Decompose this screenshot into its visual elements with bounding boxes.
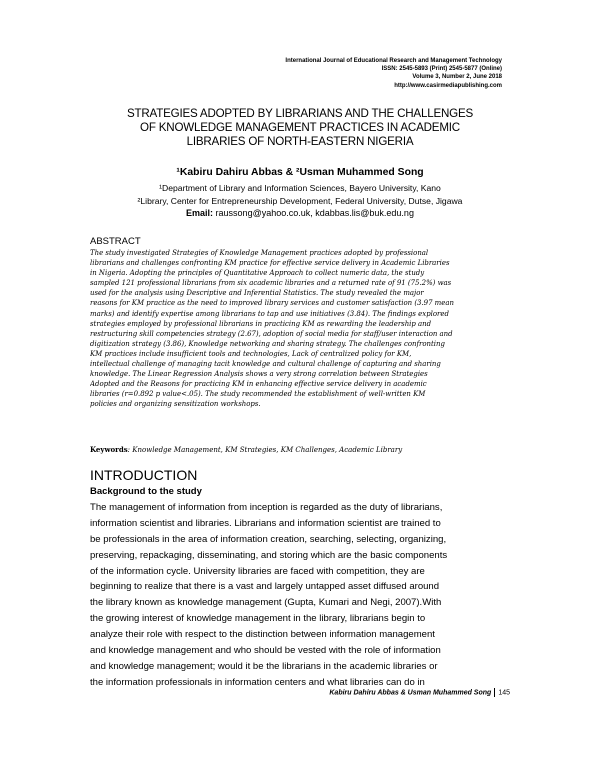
abstract-line: marks) and identify expertise among librarians to tap and use initiatives (3.84). The findings explored	[90, 309, 449, 318]
abstract-line: The study investigated Strategies of Knowledge Management practices adopted by professional	[90, 249, 429, 257]
abstract-line: intellectual challenge of managing tacit knowledge and cultural challenge of capturing and sharing	[90, 360, 441, 369]
affiliation-2: ²Library, Center for Entrepreneurship Development, Federal University, Dutse, Jigawa	[137, 196, 463, 206]
keywords	[90, 445, 510, 454]
page-number: 145	[498, 689, 510, 697]
keywords-text: : Knowledge Management, KM Strategies, KM Challenges, Academic Library	[127, 446, 403, 454]
email-label: Email:	[186, 208, 214, 218]
abstract-body	[90, 248, 510, 410]
abstract-line: restructuring skill competencies strategy (2.67), adoption of social media for staff/user interaction and	[90, 329, 453, 338]
abstract-line: KM practices include insufficient tools and technologies, Lack of centralized policy for KM,	[90, 349, 412, 358]
journal-url: http://www.casirmediapublishing.com	[394, 82, 502, 89]
abstract-heading: ABSTRACT	[90, 236, 141, 247]
body-line: analyze their role with respect to the distinction between information management	[90, 629, 435, 641]
footer-author: Kabiru Dahiru Abbas & Usman Muhammed Song	[329, 689, 492, 697]
abstract-line: librarians and challenges confronting KM practice for effective service delivery in Academic Libraries	[90, 259, 450, 268]
journal-header	[285, 57, 502, 90]
journal-volume: Volume 3, Number 2, June 2018	[412, 74, 502, 81]
abstract-line: Adopted and the Reasons for practicing KM in enhancing effective service delivery in academic	[90, 380, 427, 389]
body-line: the growing interest of knowledge management in the library, librarians begin to	[90, 613, 426, 625]
abstract-line: sampled 121 professional librarians from six academic libraries and a returned rate of 91 (75.2%) was	[90, 279, 452, 288]
background-heading: Background to the study	[90, 486, 202, 497]
affiliation-1: ¹Department of Library and Information Sciences, Bayero University, Kano	[159, 183, 441, 193]
journal-name: International Journal of Educational Research and Management Technology	[285, 58, 502, 64]
paper-title	[90, 107, 510, 149]
footer-separator	[494, 688, 495, 697]
abstract-line: used for the analysis using Descriptive and Inferential Statistics. The study revealed the major	[90, 289, 424, 298]
email-value: raussong@yahoo.co.uk, kdabbas.lis@buk.edu.ng	[213, 208, 414, 218]
body-line: and knowledge management and who should be vested with the role of information	[90, 645, 441, 657]
intro-heading: INTRODUCTION	[90, 467, 198, 483]
body-line: beginning to realize that there is a vast and largely untapped asset diffused around	[90, 581, 440, 593]
body-line: the information professionals in information centers and what libraries can do in	[90, 676, 425, 688]
body-line: of the information cycle. University libraries are faced with competition, they are	[90, 565, 425, 577]
abstract-line: knowledge. The Linear Regression Analysis shows a very strong correlation between Strategies	[90, 370, 428, 379]
page-footer	[329, 688, 510, 697]
keywords-label: Keywords	[90, 445, 128, 454]
body-line: and knowledge management; would it be the librarians in the academic libraries or	[90, 660, 438, 672]
title-line: OF KNOWLEDGE MANAGEMENT PRACTICES IN ACADEMIC	[140, 121, 460, 134]
body-line: the library known as knowledge management (Gupta, Kumari and Negi, 2007).With	[90, 597, 442, 609]
body-line: The management of information from inception is regarded as the duty of librarians,	[90, 502, 443, 513]
journal-issn: ISSN: 2545-5893 (Print) 2545-5877 (Online)	[381, 66, 502, 73]
abstract-line: in Nigeria. Adopting the principles of Quantitative Approach to collect numeric data, the study	[90, 269, 425, 278]
title-line: LIBRARIES OF NORTH-EASTERN NIGERIA	[186, 135, 414, 148]
abstract-line: reasons for KM practice as the need to improved library services and customer satisfaction (3.97 mean	[90, 299, 454, 308]
email-line	[90, 208, 510, 218]
abstract-line: strategies employed by professional librarians in practicing KM as rewarding the leadership and	[90, 319, 432, 328]
body-line: preserving, repackaging, disseminating, and storing which are the basic components	[90, 549, 448, 561]
abstract-line: libraries (r=0.892 p value<.05). The study recommended the establishment of well-written KM	[90, 390, 426, 399]
body-line: be professionals in the area of information creation, searching, selecting, organizing,	[90, 533, 447, 545]
abstract-line: policies and organizing sensitization workshops.	[90, 400, 261, 409]
authors: ¹Kabiru Dahiru Abbas & ²Usman Muhammed Song	[176, 167, 424, 178]
abstract-line: digitization strategy (3.86), Knowledge networking and sharing strategy. The challenges confronting	[90, 339, 445, 348]
body-text	[90, 500, 510, 691]
body-line: information scientist and libraries. Librarians and information scientist are trained to	[90, 517, 441, 529]
title-line: STRATEGIES ADOPTED BY LIBRARIANS AND THE CHALLENGES	[126, 107, 474, 120]
